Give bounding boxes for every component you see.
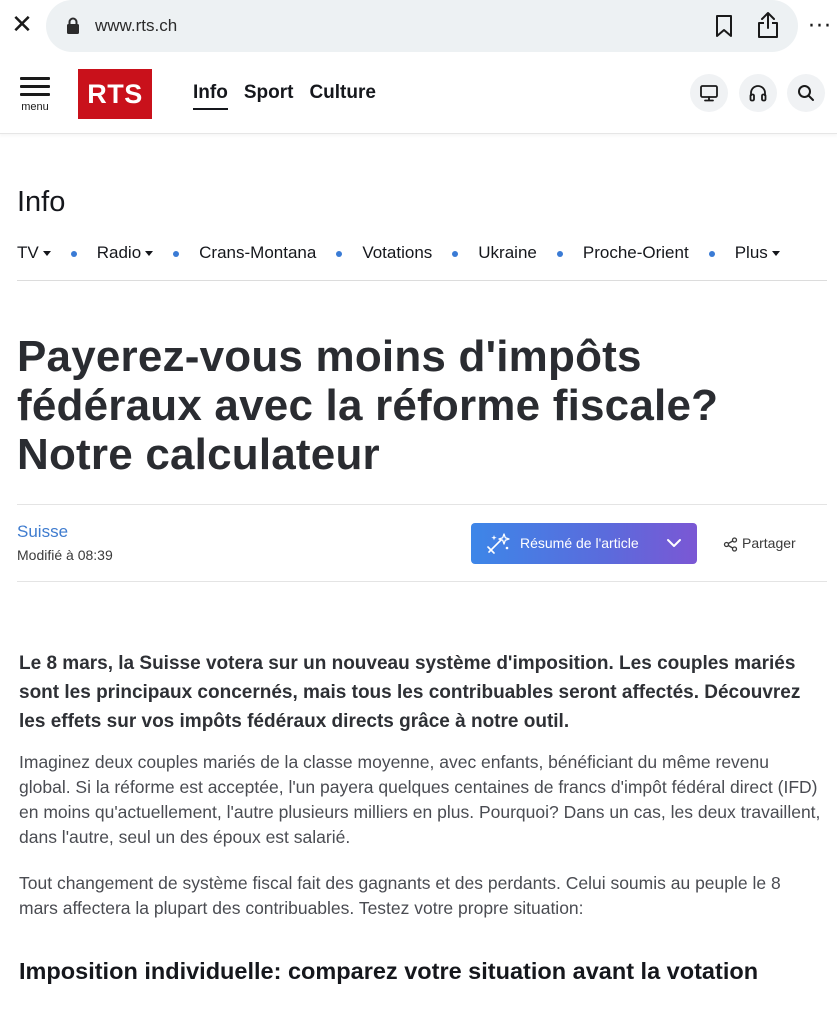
article-headline [17,332,817,479]
ai-sparkle-icon [485,532,511,556]
article-meta [17,504,827,582]
separator-dot [336,251,342,257]
share-icon[interactable] [756,11,780,39]
search-button[interactable] [787,74,825,112]
close-icon[interactable]: ✕ [11,10,33,40]
share-nodes-icon [723,537,738,552]
section-subnav [17,243,827,281]
separator-dot [173,251,179,257]
caret-down-icon [145,251,153,256]
article-subheading: Imposition individuelle: comparez votre situation avant la votation [19,958,759,984]
more-icon[interactable]: ··· [808,14,832,39]
headline-line: Notre calculateur [17,430,380,479]
separator-dot [709,251,715,257]
separator-dot [557,251,563,257]
separator-dot [71,251,77,257]
hamburger-bar [20,77,50,80]
menu-button[interactable] [18,78,52,114]
nav-info[interactable]: Info [193,82,228,110]
subnav-crans-montana[interactable]: Crans-Montana [199,243,317,262]
subnav-proche-orient[interactable]: Proche-Orient [582,243,689,262]
browser-toolbar [0,0,837,52]
article-summary-button[interactable] [471,523,697,564]
rts-logo[interactable]: RTS [78,69,152,119]
tv-icon [699,83,719,103]
address-bar[interactable] [46,0,798,52]
section-title: Info [17,186,66,218]
search-icon [796,83,816,103]
audio-button[interactable] [739,74,777,112]
article-lead: Le 8 mars, la Suisse votera sur un nouveau système d'imposition. Les couples mariés sont les principaux concernés, mais tous les contribuables seront affectés. Découvrez les effets sur vos impôts fédéraux directs grâce à notre outil. [19,653,801,732]
headline-line: fédéraux avec la réforme fiscale? [17,381,719,430]
subnav-radio[interactable] [97,243,153,263]
article-paragraph: Imaginez deux couples mariés de la classe moyenne, avec enfants, bénéficiant du même revenu global. Si la réforme est acceptée, l'un payera quelques centaines de francs d'impôt fédéral direct (IFD) en moins qu'actuellement, l'autre plusieurs milliers en plus. Pourquoi? Dans un cas, les deux travaillent, dans l'autre, seul un des époux est salarié. [19,752,821,847]
bookmark-icon[interactable] [714,14,734,38]
headphones-icon [748,83,768,103]
nav-culture[interactable]: Culture [309,82,376,103]
hamburger-bar [20,93,50,96]
subnav-ukraine[interactable]: Ukraine [478,243,537,262]
subnav-votations[interactable]: Votations [362,243,433,262]
caret-down-icon [43,251,51,256]
subnav-label: Radio [96,243,142,262]
lock-icon [66,17,80,35]
subnav-tv[interactable] [17,243,51,263]
headline-line: Payerez-vous moins d'impôts [17,332,642,381]
nav-sport[interactable]: Sport [243,82,294,103]
category-link[interactable]: Suisse [17,522,69,541]
article-paragraph: Tout changement de système fiscal fait des gagnants et des perdants. Celui soumis au peuple le 8 mars affectera la plupart des contribuables. Testez votre propre situation: [19,873,781,918]
subnav-label: TV [17,243,39,262]
share-label: Partager [742,535,796,551]
site-header [0,52,837,134]
subnav-plus[interactable] [735,243,780,263]
modified-timestamp: Modifié à 08:39 [17,547,113,563]
chevron-down-icon [666,537,682,549]
tv-button[interactable] [690,74,728,112]
url-text[interactable]: www.rts.ch [95,16,178,35]
summary-label: Résumé de l'article [520,535,639,551]
separator-dot [452,251,458,257]
menu-label: menu [21,101,49,113]
caret-down-icon [772,251,780,256]
hamburger-bar [20,85,50,88]
subnav-label: Plus [734,243,768,262]
main-nav [193,82,376,110]
